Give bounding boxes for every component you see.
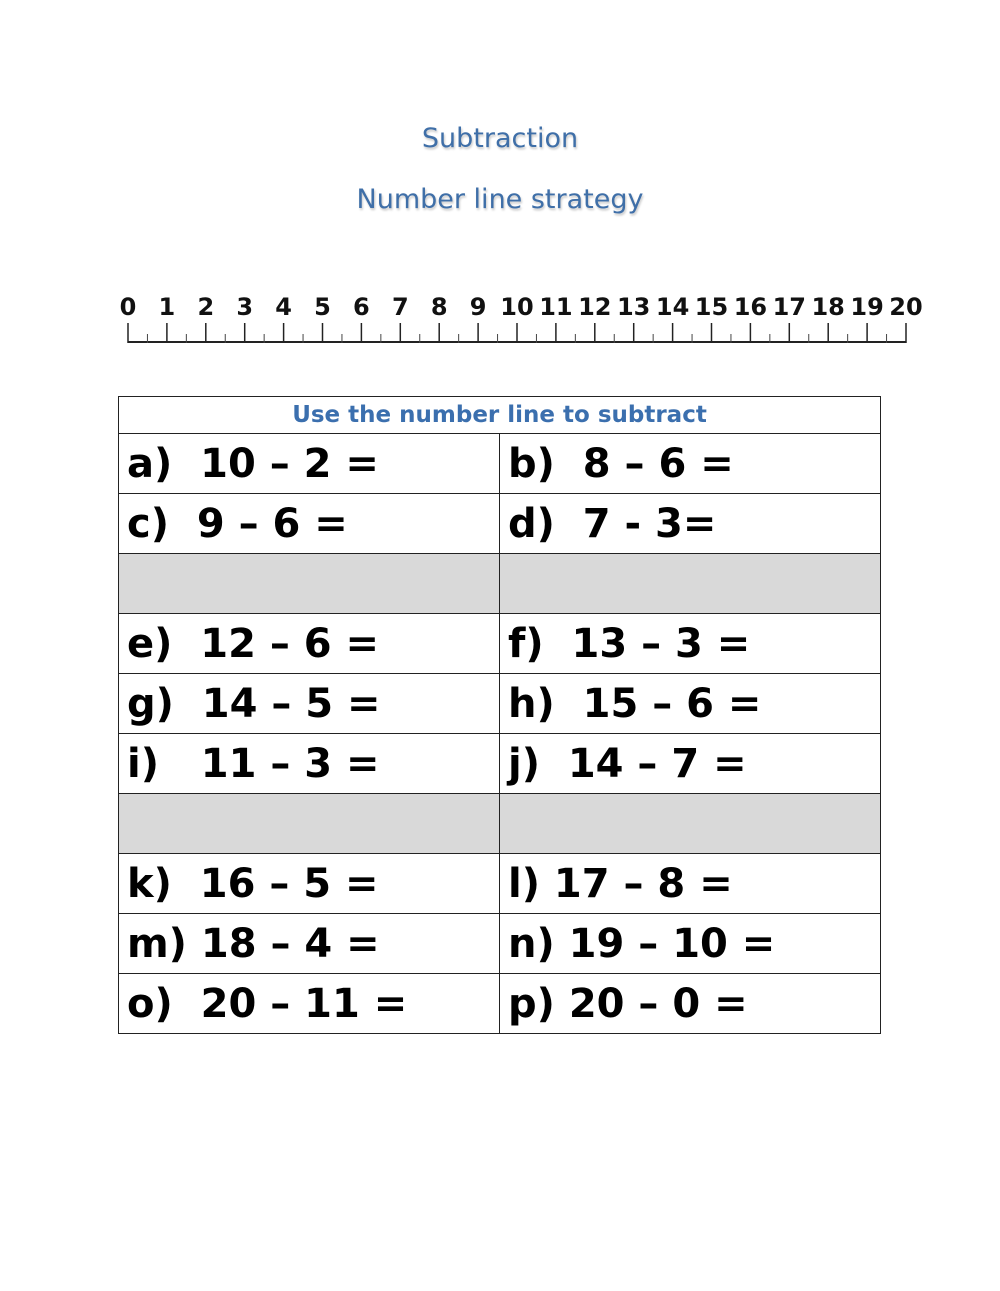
problem-cell: e) 12 – 6 = [119,614,500,674]
blank-cell [119,554,500,614]
problem-cell: g) 14 – 5 = [119,674,500,734]
number-line-label: 6 [353,293,370,321]
exercise-table [118,396,881,1034]
number-line-label: 13 [616,293,651,321]
problem-cell: i) 11 – 3 = [119,734,500,794]
table-header: Use the number line to subtract [119,397,881,434]
blank-cell [500,794,881,854]
blank-cell [119,794,500,854]
number-line-label: 0 [119,293,137,321]
table-row [119,854,881,914]
number-line-label: 20 [889,293,923,321]
table-row [119,494,881,554]
table-row [119,434,881,494]
worksheet-subtitle: Number line strategy [356,184,644,215]
number-line-label: 7 [391,293,409,321]
number-line-label: 3 [236,293,254,321]
problem-cell: c) 9 – 6 = [119,494,500,554]
number-line-label: 18 [811,293,845,321]
worksheet-title: Subtraction [421,123,579,154]
number-line-label: 17 [772,293,807,321]
blank-row [119,794,881,854]
problem-cell: o) 20 – 11 = [119,974,500,1034]
table-row [119,974,881,1034]
problem-cell: n) 19 – 10 = [500,914,881,974]
blank-cell [500,554,881,614]
number-line-label: 9 [469,293,487,321]
number-line-label: 19 [850,293,884,321]
problem-cell: f) 13 – 3 = [500,614,881,674]
table-row [119,674,881,734]
problem-cell: b) 8 – 6 = [500,434,881,494]
number-line-label: 15 [694,293,729,321]
number-line-label: 14 [655,293,690,321]
problem-cell: l) 17 – 8 = [500,854,881,914]
problem-cell: m) 18 – 4 = [119,914,500,974]
problem-cell: a) 10 – 2 = [119,434,500,494]
number-line [110,285,930,350]
table-row [119,614,881,674]
number-line-label: 10 [500,293,534,321]
number-line-label: 4 [275,293,292,321]
number-line-label: 1 [158,293,176,321]
problem-cell: h) 15 – 6 = [500,674,881,734]
table-row [119,734,881,794]
blank-row [119,554,881,614]
table-row [119,914,881,974]
number-line-label: 5 [314,293,331,321]
problem-cell: k) 16 – 5 = [119,854,500,914]
number-line-label: 8 [430,293,448,321]
number-line-label: 12 [578,293,612,321]
number-line-label: 11 [539,293,573,321]
problem-cell: p) 20 – 0 = [500,974,881,1034]
number-line-label: 16 [733,293,768,321]
number-line-label: 2 [197,293,215,321]
problem-cell: d) 7 - 3= [500,494,881,554]
problem-cell: j) 14 – 7 = [500,734,881,794]
